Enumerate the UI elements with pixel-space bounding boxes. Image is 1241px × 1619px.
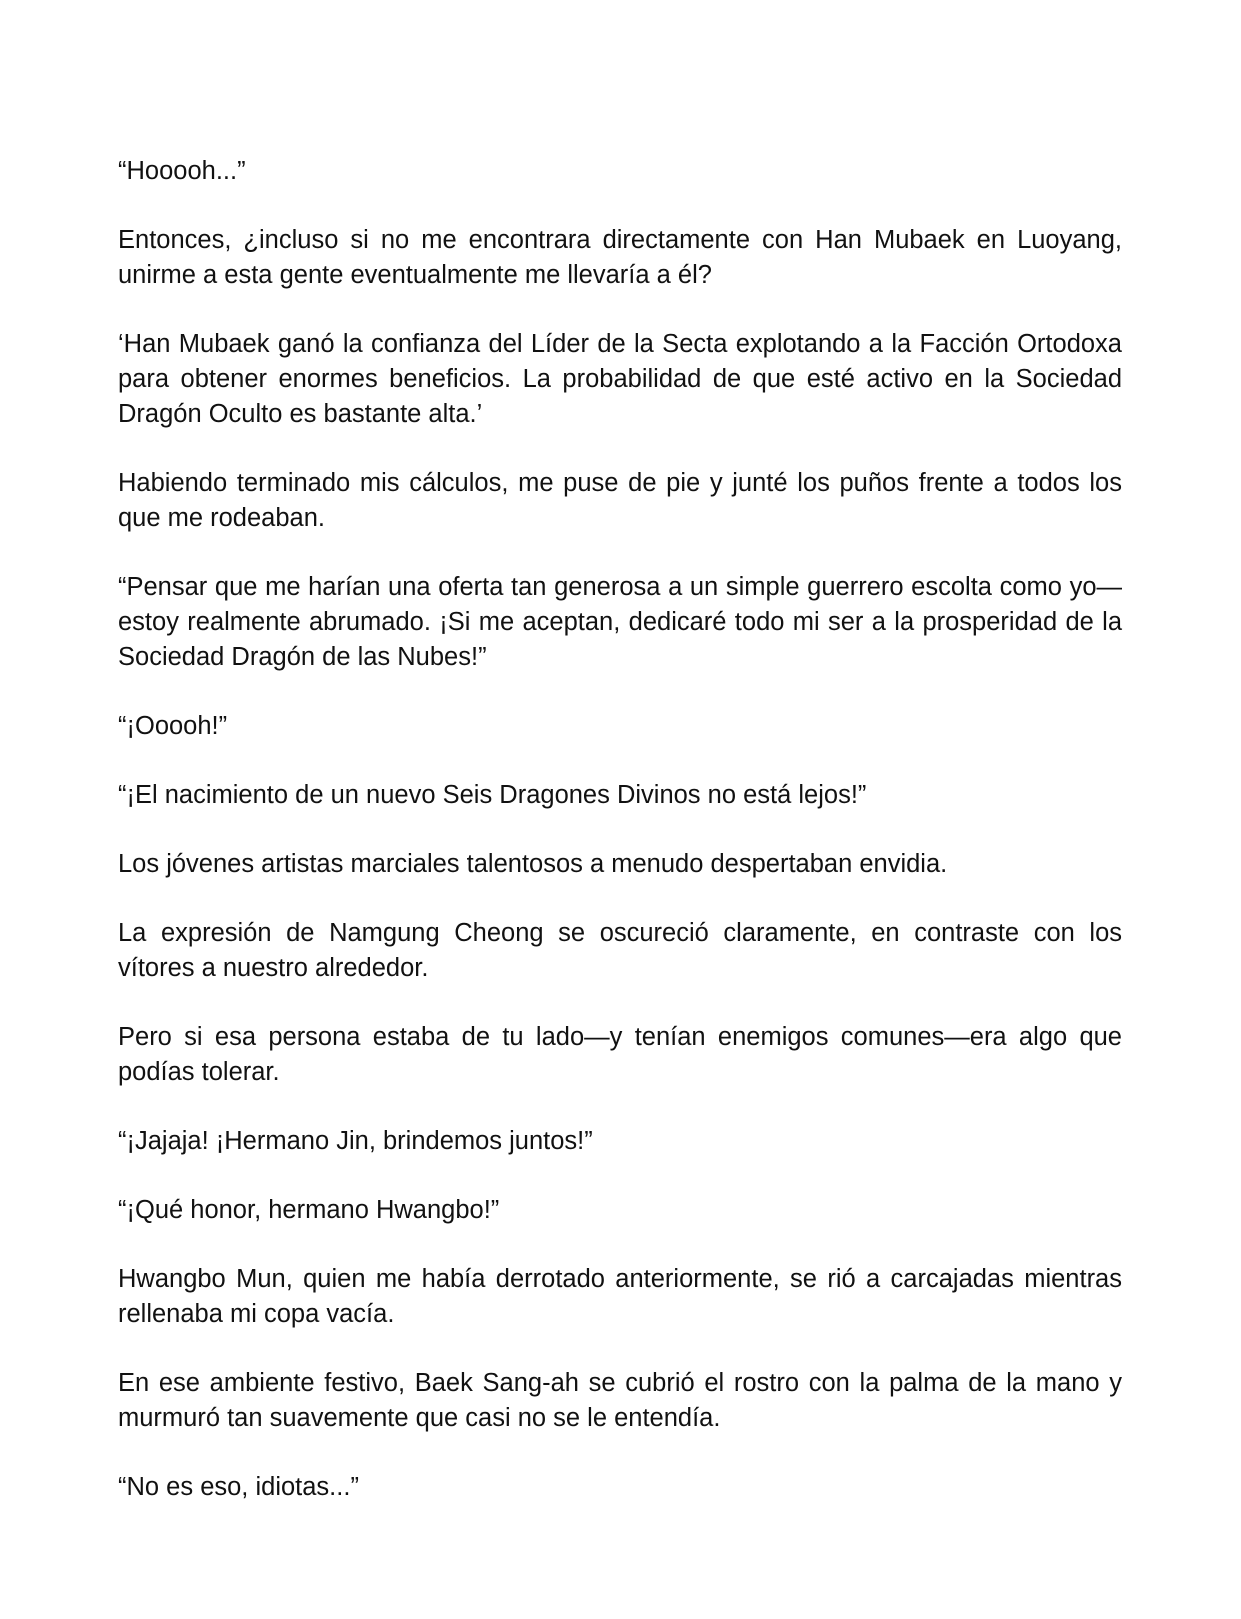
- paragraph: En ese ambiente festivo, Baek Sang-ah se cubrió el rostro con la palma de la mano y murmuró tan suavemente que casi no se le entendía.: [118, 1369, 1122, 1432]
- paragraph: “¡Qué honor, hermano Hwangbo!”: [118, 1196, 500, 1224]
- paragraph: “¡El nacimiento de un nuevo Seis Dragones Divinos no está lejos!”: [118, 781, 867, 809]
- paragraph: Los jóvenes artistas marciales talentosos a menudo despertaban envidia.: [118, 850, 948, 878]
- paragraph: “Hooooh...”: [118, 157, 246, 185]
- document-body: [118, 154, 1122, 1539]
- paragraph: “Pensar que me harían una oferta tan generosa a un simple guerrero escolta como yo—estoy realmente abrumado. ¡Si me aceptan, dedicaré todo mi ser a la prosperidad de la Sociedad Dragón de las Nubes!”: [118, 573, 1122, 671]
- paragraph: Entonces, ¿incluso si no me encontrara directamente con Han Mubaek en Luoyang, unirme a esta gente eventualmente me llevaría a él?: [118, 226, 1122, 289]
- paragraph: ‘Han Mubaek ganó la confianza del Líder de la Secta explotando a la Facción Ortodoxa para obtener enormes beneficios. La probabilidad de que esté activo en la Sociedad Dragón Oculto es bastante alta.’: [118, 330, 1122, 428]
- paragraph: La expresión de Namgung Cheong se oscureció claramente, en contraste con los vítores a nuestro alrededor.: [118, 919, 1122, 982]
- paragraph: “¡Ooooh!”: [118, 712, 228, 740]
- paragraph: Pero si esa persona estaba de tu lado—y tenían enemigos comunes—era algo que podías tolerar.: [118, 1023, 1122, 1086]
- paragraph: Hwangbo Mun, quien me había derrotado anteriormente, se rió a carcajadas mientras rellenaba mi copa vacía.: [118, 1265, 1122, 1328]
- paragraph: “No es eso, idiotas...”: [118, 1473, 359, 1501]
- paragraph: Habiendo terminado mis cálculos, me puse de pie y junté los puños frente a todos los que me rodeaban.: [118, 469, 1122, 532]
- paragraph: “¡Jajaja! ¡Hermano Jin, brindemos juntos!”: [118, 1127, 593, 1155]
